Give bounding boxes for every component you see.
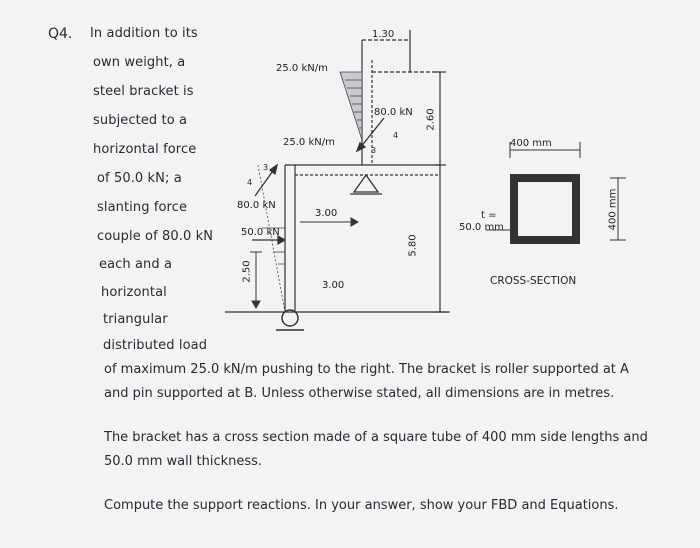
text-line: The bracket has a cross section made of a square tube of 400 mm side lengths and	[104, 430, 648, 445]
dim-3m-arrow	[300, 218, 358, 226]
text-line: of maximum 25.0 kN/m pushing to the right. The bracket is roller supported at A	[104, 362, 629, 377]
load-mid-label: 25.0 kN/m	[283, 137, 335, 148]
thickness-value: 50.0 mm	[459, 222, 504, 233]
text-line: of 50.0 kN; a	[97, 171, 182, 186]
text-line: and pin supported at B. Unless otherwise stated, all dimensions are in metres.	[104, 386, 615, 401]
force-right-label: 80.0 kN	[374, 107, 413, 118]
text-line: slanting force	[97, 200, 188, 215]
slope-label: 3	[263, 163, 269, 172]
thickness-symbol: t =	[481, 210, 497, 221]
dim-250-label: 2.50	[241, 260, 253, 283]
top-distributed-load	[340, 72, 362, 140]
pin-support-b	[350, 175, 382, 194]
slope-label: 3	[371, 146, 377, 155]
task-text: Compute the support reactions. In your answer, show your FBD and Equations.	[104, 498, 619, 513]
text-line: subjected to a	[93, 113, 188, 128]
dim-top-label: 1.30	[372, 29, 395, 40]
slope-label: 4	[247, 178, 253, 187]
cross-section-title: CROSS-SECTION	[490, 275, 577, 287]
text-line: own weight, a	[93, 55, 186, 70]
dim-300b-label: 3.00	[322, 280, 345, 291]
question-number: Q4.	[48, 26, 73, 42]
tube-square	[514, 178, 576, 240]
roller-support-a	[276, 310, 304, 330]
slope-label: 4	[393, 131, 399, 140]
text-line: 50.0 mm wall thickness.	[104, 454, 263, 469]
text-line: horizontal	[101, 285, 167, 300]
dim-580-label: 5.80	[407, 234, 419, 257]
dim-300a-label: 3.00	[315, 208, 338, 219]
cross-section-drawing	[486, 142, 626, 240]
text-line: triangular	[103, 312, 168, 327]
force-left-label: 80.0 kN	[237, 200, 276, 211]
text-line: steel bracket is	[93, 84, 194, 99]
text-line: couple of 80.0 kN	[97, 229, 214, 244]
dim-260-label: 2.60	[425, 108, 437, 131]
cross-section-width-label: 400 mm	[510, 138, 552, 149]
force-50-label: 50.0 kN	[241, 227, 280, 238]
text-line: distributed load	[103, 338, 208, 353]
text-line: each and a	[99, 257, 173, 272]
load-top-label: 25.0 kN/m	[276, 63, 328, 74]
text-line: horizontal force	[93, 142, 197, 157]
text-line: In addition to its	[90, 26, 198, 41]
cross-section-height-label: 400 mm	[607, 188, 619, 231]
